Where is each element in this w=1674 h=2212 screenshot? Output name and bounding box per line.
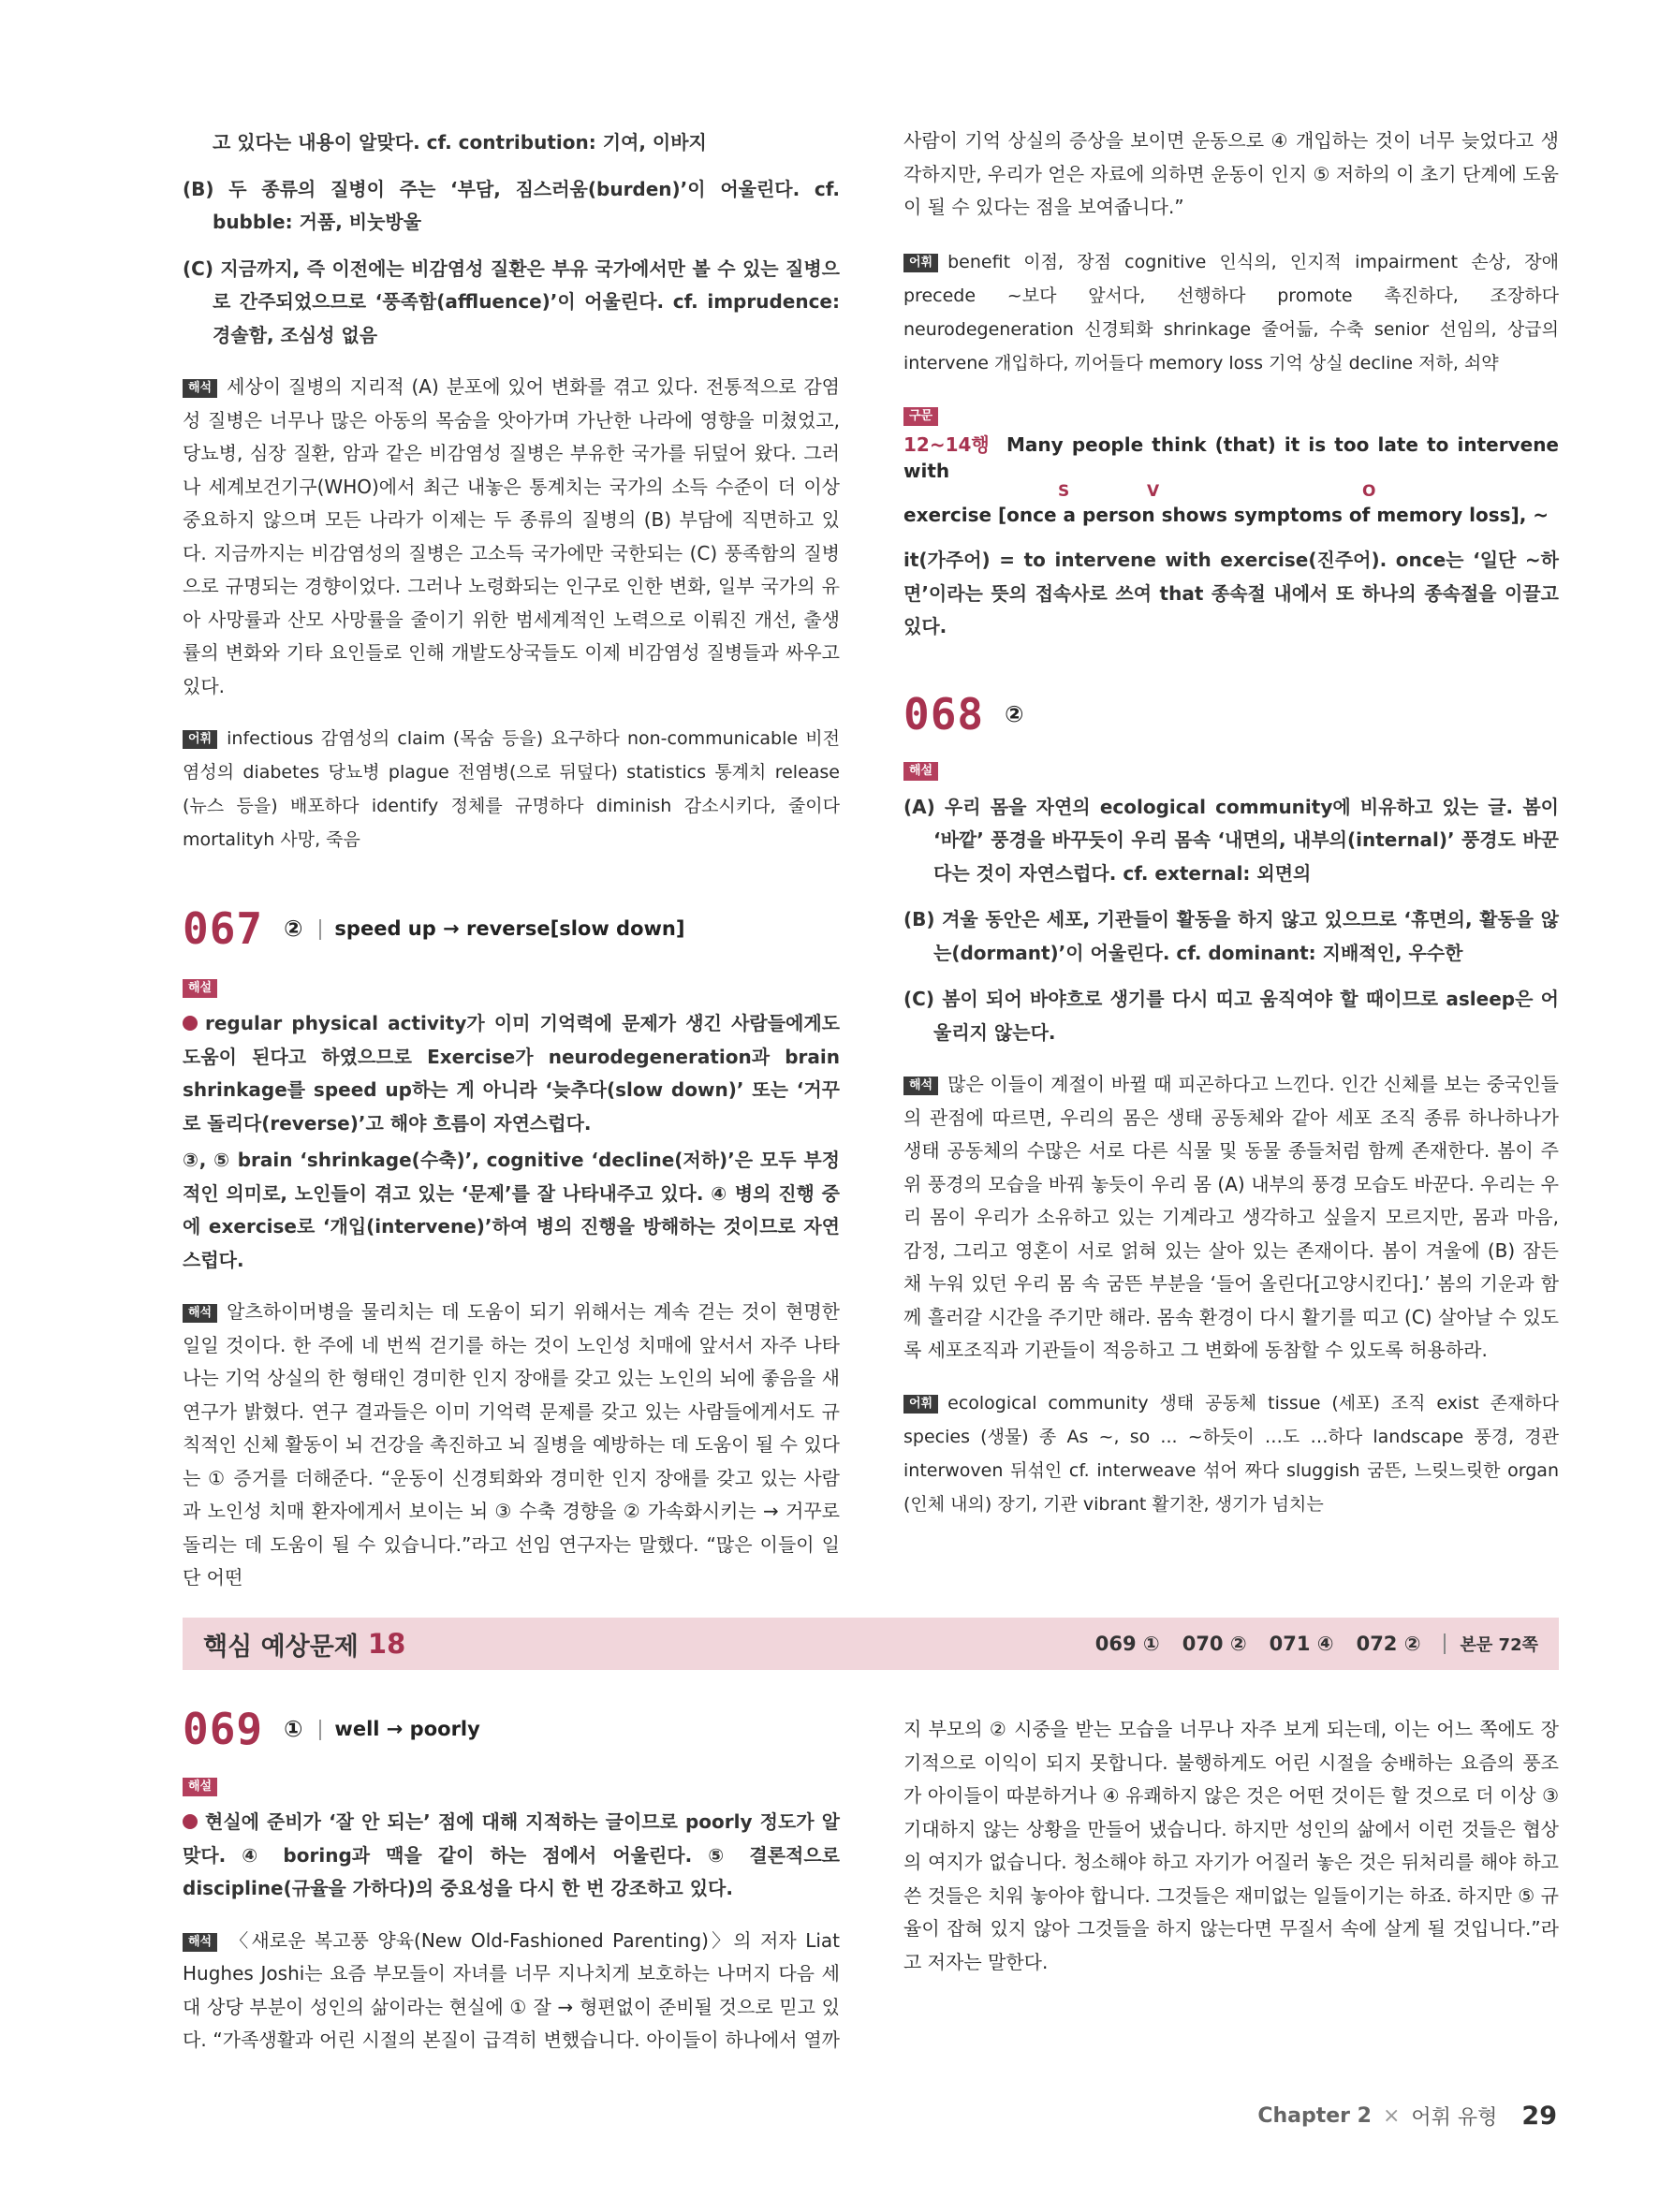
translation-068 bbox=[903, 1068, 1559, 1368]
answer: ② bbox=[1005, 700, 1024, 727]
explain-069 bbox=[183, 1806, 840, 1906]
syntax-markers bbox=[903, 484, 1559, 499]
explain-1 bbox=[183, 1007, 840, 1140]
translation-paragraph bbox=[183, 371, 840, 703]
explain-tag: 해설 bbox=[903, 762, 938, 781]
item-a: (A) 우리 몸을 자연의 ecological community에 비유하고 있는 글. 봄이 ‘바깥’ 풍경을 바꾸듯이 우리 몸속 ‘내면의, 내부의(internal)’ 풍경도 바꾼다는 것이 자연스럽다. cf. external: 외면의 bbox=[903, 795, 1559, 885]
translation-tag: 해석 bbox=[903, 1077, 938, 1095]
syntax-line-1 bbox=[903, 432, 1559, 484]
bullet-icon bbox=[183, 1016, 198, 1031]
page-number: 29 bbox=[1521, 2102, 1557, 2131]
vocab-tag: 어휘 bbox=[903, 1395, 938, 1414]
syntax-line-2: exercise [once a person shows symptoms of memory loss], ~ bbox=[903, 504, 1549, 526]
banner-number: 18 bbox=[367, 1628, 406, 1660]
vocab-tag: 어휘 bbox=[183, 730, 217, 749]
translation-text: 지 부모의 ② 시중을 받는 모습을 너무나 자주 보게 되는데, 이는 어느 쪽에도 장기적으로 이익이 되지 못합니다. 불행하게도 어린 시절을 숭배하는 요즘의 풍조가 아이들이 따분하거나 ④ 유쾌하지 않은 것은 어떤 것이든 할 것으로 더 이상 ③ 기대하지 않는 상황을 만들어 냈습니다. 하지만 성인의 삶에서 이런 것들은 협상의 여지가 없습니다. 청소해야 하고 자기가 어질러 놓은 것은 뒤처리를 해야 하고 쓴 것들은 치워 놓아야 합니다. 그것들은 재미없는 일들이기는 하죠. 하지만 ⑤ 규율이 잡혀 있지 않아 그것들을 하지 않는다면 무질서 속에 살게 될 것입니다.”라고 저자는 말한다. bbox=[903, 1718, 1559, 1973]
left-column-lower bbox=[183, 1704, 840, 2058]
item-b: (B) 두 종류의 질병이 주는 ‘부담, 짐스러움(burden)’이 어울린다. cf. bubble: 거품, 비눗방울 bbox=[183, 177, 840, 233]
answer-key-item: 070 ② bbox=[1182, 1633, 1247, 1655]
answer-key bbox=[1073, 1632, 1538, 1656]
translation-text: 세상이 질병의 지리적 (A) 분포에 있어 변화를 겪고 있다. 전통적으로 감염성 질병은 너무나 많은 아동의 목숨을 앗아가며 가난한 나라에 영향을 미쳤었고, 당뇨병, 심장 질환, 암과 같은 비감염성 질병은 부유한 국가를 뒤덮어 왔다. 그러나 세계보건기구(WHO)에서 최근 내놓은 통계치는 국가의 소득 수준이 더 이상 중요하지 않으며 모든 나라가 이제는 두 종류의 질병의 (B) 부담에 직면하고 있다. 지금까지는 비감염성의 질병은 고소득 국가에만 국한되는 (C) 풍족함의 질병으로 규명되는 경향이었다. 그러나 노령화되는 인구로 인한 변화, 일부 국가의 유아 사망률과 산모 사망률을 줄이기 위한 범세계적인 노력으로 이뤄진 개선, 출생률의 변화와 기타 요인들로 인해 개발도상국들도 이제 비감염성 질병들과 싸우고 있다. bbox=[183, 375, 840, 697]
explain-1-text: regular physical activity가 이미 기억력에 문제가 생긴 사람들에게도 도움이 된다고 하였으므로 Exercise가 neurodegeneration과 brain shrinkage를 speed up하는 게 아니라 ‘늦추다(slow down)’ 또는 ‘거꾸로 돌리다(reverse)’고 해야 흐름이 자연스럽다. bbox=[183, 1012, 840, 1135]
vocab-paragraph bbox=[903, 245, 1559, 380]
vocab-text: infectious 감염성의 claim (목숨 등을) 요구하다 non-communicable 비전염성의 diabetes 당뇨병 plague 전염병(으로 뒤덮다) statistics 통계치 release (뉴스 등을) 배포하다 identify 정체를 규명하다 diminish 감소시키다, 줄이다 mortalityh 사망, 죽음 bbox=[183, 728, 840, 850]
divider bbox=[1444, 1633, 1446, 1654]
continued-translation: 사람이 기억 상실의 증상을 보이면 운동으로 ④ 개입하는 것이 너무 늦었다고 생각하지만, 우리가 얻은 자료에 의하면 운동이 인지 ⑤ 저하의 이 초기 단계에 도움이 될 수 있다는 점을 보여줍니다.” bbox=[903, 129, 1559, 218]
answer: ② bbox=[284, 916, 303, 942]
translation-069-part2 bbox=[903, 1713, 1559, 2017]
translation-tag: 해석 bbox=[183, 1933, 217, 1952]
bullet-icon bbox=[183, 1814, 198, 1829]
translation-text: 〈새로운 복고풍 양육(New Old-Fashioned Parenting)〉의 저자 Liat Hughes Joshi는 요즘 부모들이 자녀를 너무 지나치게 보호하는 나머지 다음 세대 상당 부분이 성인의 삶이라는 현실에 ① 잘 → 형편없이 준비될 것으로 믿고 있다. “가족생활과 어린 시절의 본질이 급격히 변했습니다. 아이들이 하나에서 열까 bbox=[183, 1928, 840, 2051]
banner-title: 핵심 예상문제 bbox=[203, 1632, 359, 1662]
syntax-explain: it(가주어) = to intervene with exercise(진주어). once는 ‘일단 ~하면’이라는 뜻의 접속사로 쓰여 that 종속절 내에서 또 하나의 종속절을 이끌고 있다. bbox=[903, 549, 1559, 637]
question-number: 068 bbox=[903, 688, 985, 740]
item-c: (C) 지금까지, 즉 이전에는 비감염성 질환은 부유 국가에서만 볼 수 있는 질병으로 간주되었으므로 ‘풍족함(affluence)’이 어울린다. cf. imprudence: 경솔함, 조심성 없음 bbox=[183, 256, 840, 346]
translation-continued-text bbox=[903, 1713, 1559, 1979]
explain-tag: 해설 bbox=[183, 979, 217, 998]
correction: well → poorly bbox=[334, 1718, 480, 1740]
right-column bbox=[903, 125, 1559, 1540]
explain-2: ③, ⑤ brain ‘shrinkage(수축)’, cognitive ‘decline(저하)’은 모두 부정적인 의미로, 노인들이 겪고 있는 ‘문제’를 잘 나타내주고 있다. ④ 병의 진행 중에 exercise로 ‘개입(intervene)’하여 병의 진행을 방해하는 것이므로 자연스럽다. bbox=[183, 1149, 840, 1271]
translation-text: 많은 이들이 계절이 바뀔 때 피곤하다고 느낀다. 인간 신체를 보는 중국인들의 관점에 따르면, 우리의 몸은 생태 공동체와 같아 세포 조직 종류 하나하나가 생태 공동체의 수많은 서로 다른 식물 및 동물 종들처럼 함께 존재한다. 봄이 주위 풍경의 모습을 바꿔 놓듯이 우리 몸 (A) 내부의 풍경 모습도 바꾼다. 우리는 우리 몸이 우리가 소유하고 있는 기계라고 생각하고 싶을지 모르지만, 몸과 마음, 감정, 그리고 영혼이 서로 얽혀 있는 살아 있는 존재이다. 봄이 겨울에 (B) 잠든 채 누워 있던 우리 몸 속 굼뜬 부분을 ‘들어 올린다[고양시킨다].’ 봄의 기운과 함께 흘러갈 시간을 주기만 해라. 몸속 환경이 다시 활기를 띠고 (C) 살아날 수 있도록 세포조직과 기관들이 적응하고 그 변화에 동참할 수 있도록 허용하라. bbox=[903, 1073, 1559, 1361]
page-reference: 본문 72쪽 bbox=[1460, 1635, 1538, 1655]
question-number: 069 bbox=[183, 1704, 264, 1754]
divider bbox=[319, 1720, 321, 1740]
continued-line: 고 있다는 내용이 알맞다. cf. contribution: 기여, 이바지 bbox=[213, 131, 707, 154]
item-c: (C) 봄이 되어 바야흐로 생기를 다시 띠고 움직여야 할 때이므로 asleep은 어울리지 않는다. bbox=[903, 988, 1559, 1044]
object-marker: O bbox=[1362, 482, 1376, 501]
section-label: 어휘 유형 bbox=[1411, 2106, 1498, 2130]
divider bbox=[319, 919, 321, 940]
answer-key-item: 071 ④ bbox=[1269, 1633, 1334, 1655]
syntax-tag: 구문 bbox=[903, 407, 938, 426]
explain-text: 현실에 준비가 ‘잘 안 되는’ 점에 대해 지적하는 글이므로 poorly 정도가 알맞다. ④ boring과 맥을 같이 하는 점에서 어울린다. ⑤ 결론적으로 discipline(규율을 가하다)의 중요성을 다시 한 번 강조하고 있다. bbox=[183, 1810, 840, 1899]
answer-key-item: 072 ② bbox=[1356, 1633, 1421, 1655]
vocab-068 bbox=[903, 1386, 1559, 1521]
translation-069-part1 bbox=[183, 1925, 840, 2058]
chapter-label: Chapter 2 bbox=[1257, 2104, 1372, 2128]
page-footer bbox=[1257, 2102, 1557, 2131]
right-column-lower bbox=[903, 1713, 1559, 2017]
vocab-text: ecological community 생태 공동체 tissue (세포) 조직 exist 존재하다 species (생물) 종 As ~, so ... ~하듯이 …도 …하다 landscape 풍경, 경관 interwoven 뒤섞인 cf. interweave 섞어 짜다 sluggish 굼뜬, 느릿느릿한 organ (인체 내의) 장기, 기관 vibrant 활기찬, 생기가 넘치는 bbox=[903, 1392, 1559, 1515]
correction: speed up → reverse[slow down] bbox=[334, 917, 685, 940]
separator: × bbox=[1382, 2104, 1401, 2128]
translation-067 bbox=[183, 1296, 840, 1595]
item-b: (B) 겨울 동안은 세포, 기관들이 활동을 하지 않고 있으므로 ‘휴면의, 활동을 않는(dormant)’이 어울린다. cf. dominant: 지배적인, 우수한 bbox=[903, 908, 1559, 964]
translation-tag: 해석 bbox=[183, 379, 217, 398]
section-banner bbox=[183, 1618, 1559, 1670]
verb-marker: V bbox=[1147, 482, 1160, 501]
explain-tag: 해설 bbox=[183, 1778, 217, 1796]
translation-text: 알츠하이머병을 물리치는 데 도움이 되기 위해서는 계속 걷는 것이 현명한 일일 것이다. 한 주에 네 번씩 걷기를 하는 것이 노인성 치매에 앞서서 자주 나타나는 기억 상실의 한 형태인 경미한 인지 장애를 갖고 있는 노인의 뇌에 좋음을 새 연구가 밝혔다. 연구 결과들은 이미 기억력 문제를 갖고 있는 사람들에게서도 규칙적인 신체 활동이 뇌 건강을 촉진하고 뇌 질병을 예방하는 데 도움이 될 수 있다는 ① 증거를 더해준다. “운동이 신경퇴화와 경미한 인지 장애를 갖고 있는 사람과 노인성 치매 환자에게서 보이는 뇌 ③ 수축 경향을 ② 가속화시키는 → 거꾸로 돌리는 데 도움이 될 수 있습니다.”라고 선임 연구자는 말했다. “많은 이들이 일단 어떤 bbox=[183, 1300, 840, 1589]
syntax-ref: 12~14행 bbox=[903, 433, 990, 456]
vocab-tag: 어휘 bbox=[903, 254, 938, 272]
question-068-header bbox=[903, 688, 1559, 740]
syntax-sentence-1: Many people think (that) it is too late to intervene with bbox=[903, 433, 1559, 482]
vocab-text: benefit 이점, 장점 cognitive 인식의, 인지적 impairment 손상, 장애 precede ~보다 앞서다, 선행하다 promote 촉진하다, 조장하다 neurodegeneration 신경퇴화 shrinkage 줄어듦, 수축 senior 선임의, 상급의 intervene 개입하다, 끼어들다 memory loss 기억 상실 decline 저하, 쇠약 bbox=[903, 251, 1559, 374]
question-067-header bbox=[183, 903, 840, 954]
subject-marker: S bbox=[1058, 482, 1070, 501]
question-069-header bbox=[183, 1704, 840, 1754]
left-column bbox=[183, 126, 840, 1595]
translation-tag: 해석 bbox=[183, 1304, 217, 1323]
vocab-paragraph bbox=[183, 722, 840, 857]
question-number: 067 bbox=[183, 903, 264, 954]
answer: ① bbox=[284, 1716, 303, 1742]
answer-key-item: 069 ① bbox=[1094, 1633, 1160, 1655]
